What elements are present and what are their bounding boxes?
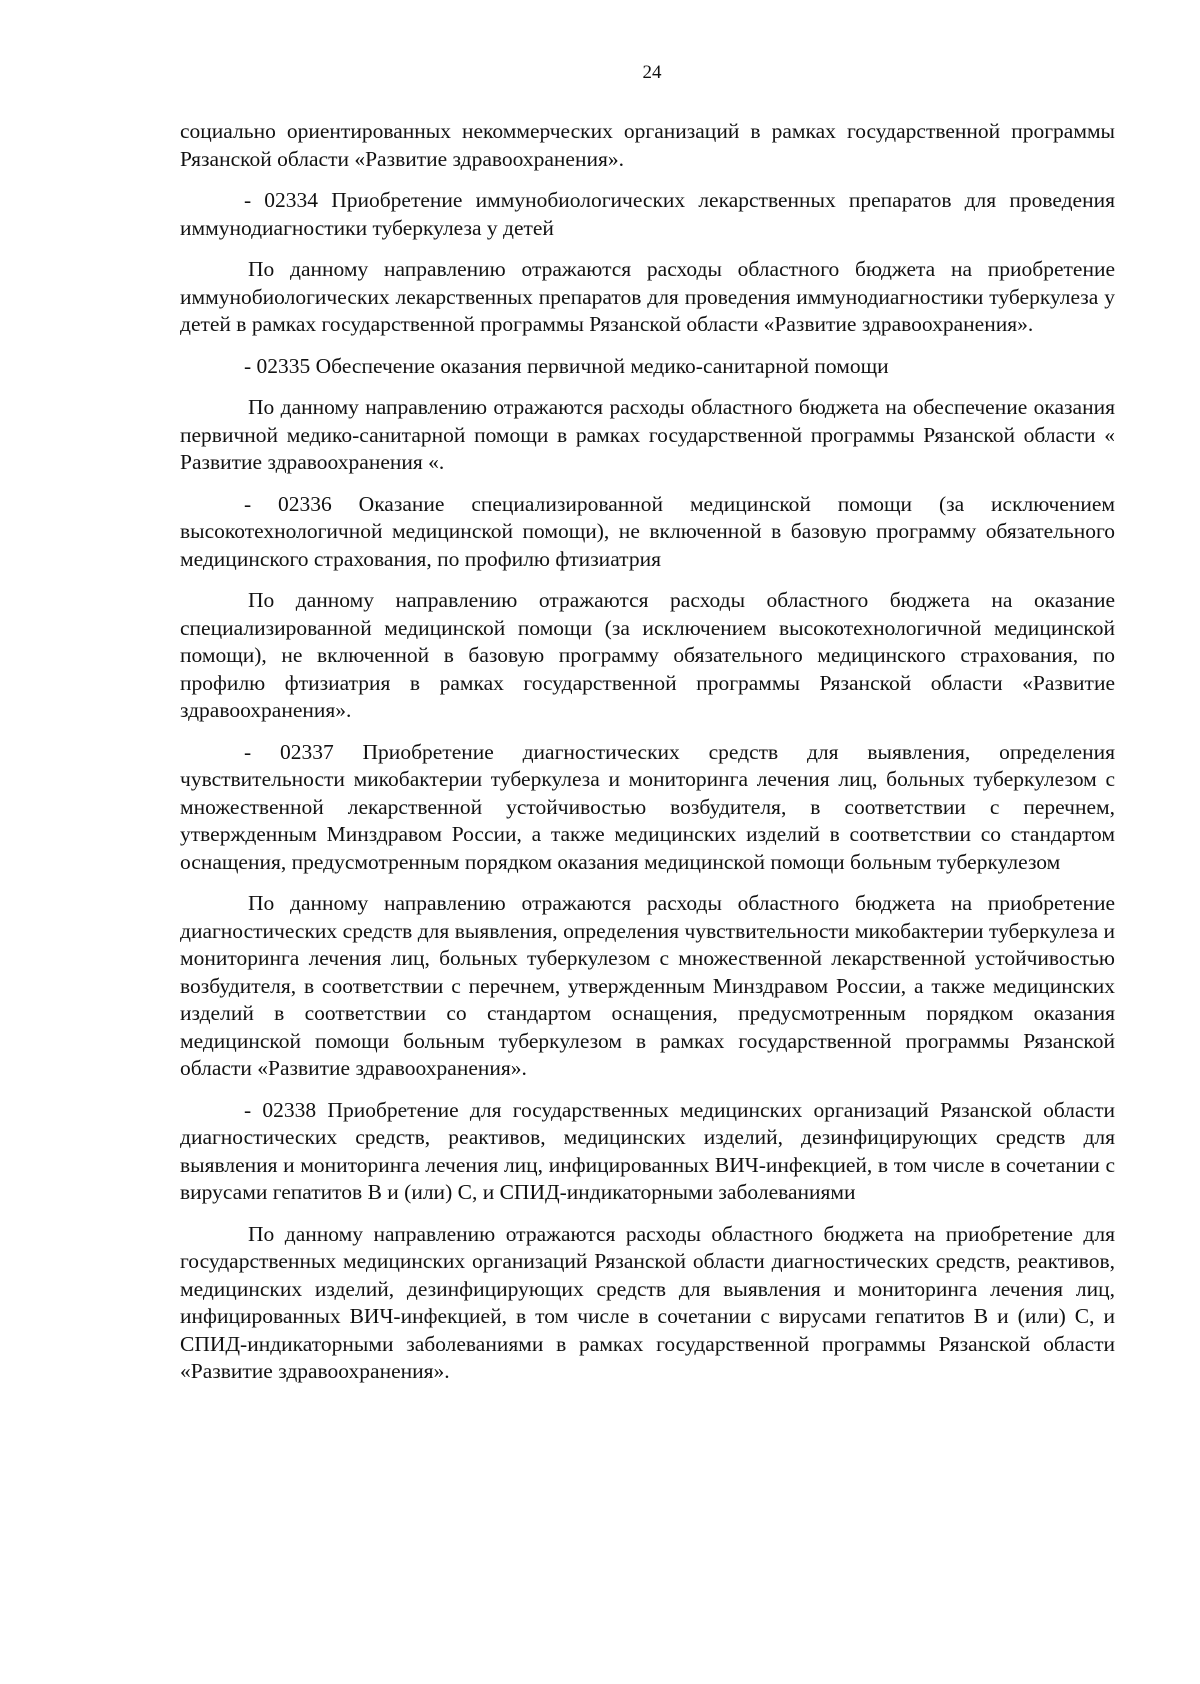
budget-item-02334-description: По данному направлению отражаются расходы областного бюджета на приобретение иммунобиологических лекарственных препаратов для проведения иммунодиагностики туберкулеза у детей в рамках государственной программы Рязанской области «Развитие здравоохранения». [180,257,1115,336]
budget-item-02337-description: По данному направлению отражаются расходы областного бюджета на приобретение диагностических средств для выявления, определения чувствительности микобактерии туберкулеза и мониторинга лечения лиц, больных туберкулезом с множественной лекарственной устойчивостью возбудителя, в соответствии с перечнем, утвержденным Минздравом России, а также медицинских изделий в соответствии со стандартом оснащения, предусмотренным порядком оказания медицинской помощи больным туберкулезом в рамках государственной программы Рязанской области «Развитие здравоохранения». [180,891,1115,1080]
paragraph-continuation: социально ориентированных некоммерческих организаций в рамках государственной программы Рязанской области «Развитие здравоохранения». [180,119,1115,171]
budget-item-02335: - 02335 Обеспечение оказания первичной медико-санитарной помощи [244,353,889,378]
budget-item-02335-description: По данному направлению отражаются расходы областного бюджета на обеспечение оказания первичной медико-санитарной помощи в рамках государственной программы Рязанской области « Развитие здравоохранения «. [180,395,1115,474]
budget-item-02334: - 02334 Приобретение иммунобиологических лекарственных препаратов для проведения иммунодиагностики туберкулеза у детей [180,188,1115,240]
page-number: 24 [642,62,662,83]
budget-item-02336: - 02336 Оказание специализированной медицинской помощи (за исключением высокотехнологичной медицинской помощи), не включенной в базовую программу обязательного медицинского страхования, по профилю фтизиатрия [180,491,1115,571]
document-body [180,118,1115,1400]
budget-item-02336-description: По данному направлению отражаются расходы областного бюджета на оказание специализированной медицинской помощи (за исключением высокотехнологичной медицинской помощи), не включенной в базовую программу обязательного медицинского страхования, по профилю фтизиатрия в рамках государственной программы Рязанской области «Развитие здравоохранения». [180,588,1115,722]
budget-item-02338-description: По данному направлению отражаются расходы областного бюджета на приобретение для государственных медицинских организаций Рязанской области диагностических средств, реактивов, медицинских изделий, дезинфицирующих средств для выявления и мониторинга лечения лиц, инфицированных ВИЧ-инфекцией, в том числе в сочетании с вирусами гепатитов В и (или) С, и СПИД-индикаторными заболеваниями в рамках государственной программы Рязанской области «Развитие здравоохранения». [180,1221,1115,1383]
budget-item-02337: - 02337 Приобретение диагностических средств для выявления, определения чувствительности микобактерии туберкулеза и мониторинга лечения лиц, больных туберкулезом с множественной лекарственной устойчивостью возбудителя, в соответствии с перечнем, утвержденным Минздравом России, а также медицинских изделий в соответствии со стандартом оснащения, предусмотренным порядком оказания медицинской помощи больным туберкулезом [180,739,1115,874]
budget-item-02338: - 02338 Приобретение для государственных медицинских организаций Рязанской области диагностических средств, реактивов, медицинских изделий, дезинфицирующих средств для выявления и мониторинга лечения лиц, инфицированных ВИЧ-инфекцией, в том числе в сочетании с вирусами гепатитов В и (или) С, и СПИД-индикаторными заболеваниями [180,1097,1115,1204]
